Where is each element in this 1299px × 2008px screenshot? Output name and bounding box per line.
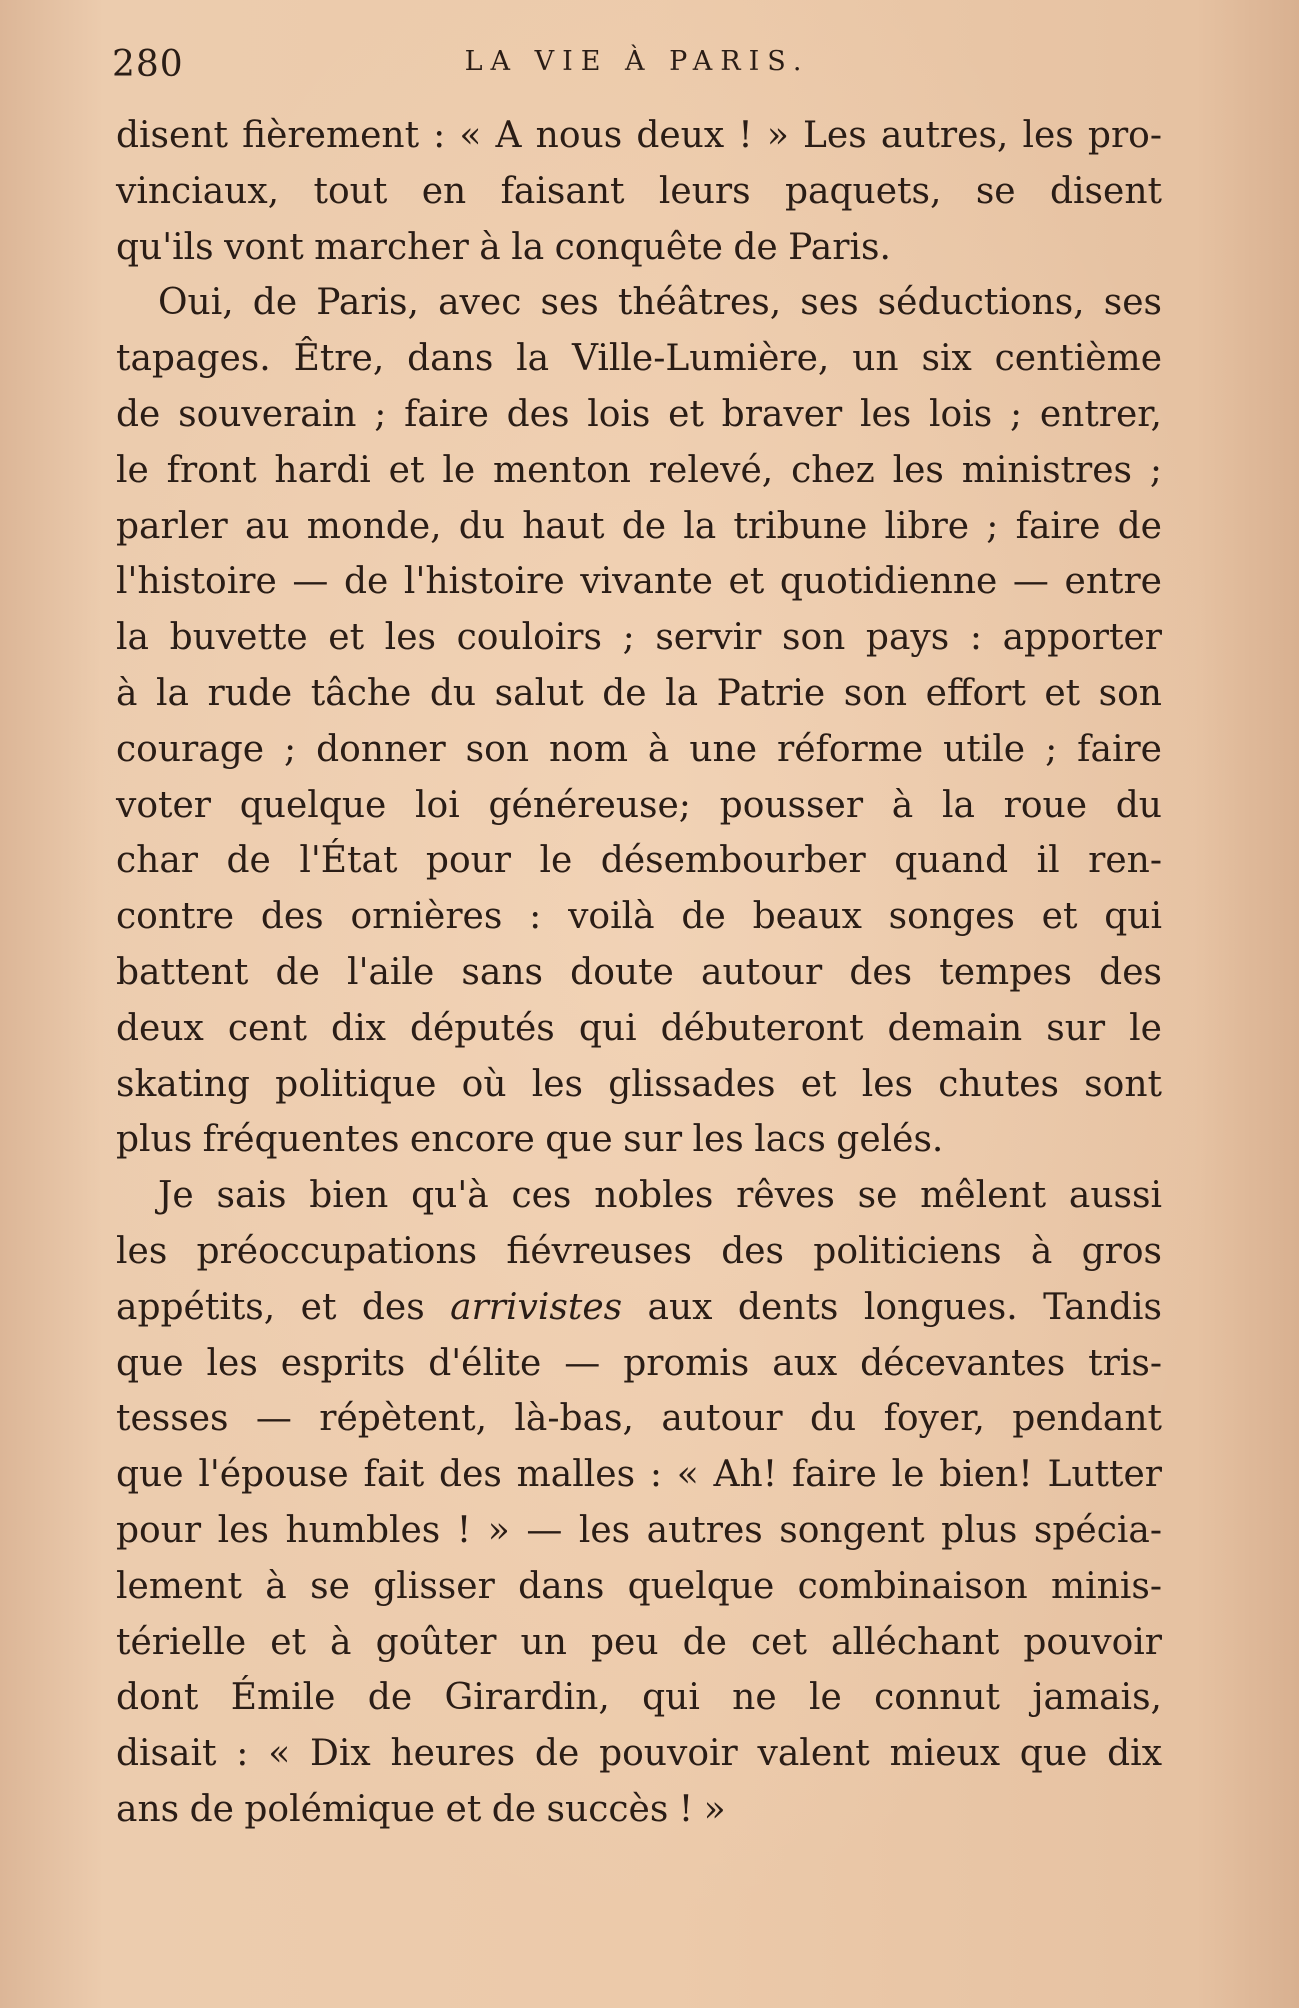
text-line: disait : « Dix heures de pouvoir valent mieux que dix bbox=[116, 1733, 1162, 1775]
page-number: 280 bbox=[112, 44, 184, 85]
text-segment: aux dents longues. Tandis bbox=[622, 1286, 1162, 1328]
page-header bbox=[112, 38, 1162, 88]
text-line-with-italic bbox=[116, 1280, 1162, 1336]
text-line: dont Émile de Girardin, qui ne le connut jamais, bbox=[116, 1677, 1162, 1719]
text-line: que l'épouse fait des malles : « Ah! faire le bien! Lutter bbox=[116, 1454, 1162, 1496]
text-line: tapages. Être, dans la Ville-Lumière, un six centième bbox=[116, 338, 1162, 380]
text-line: que les esprits d'élite — promis aux décevantes tris- bbox=[116, 1342, 1162, 1384]
text-line: qu'ils vont marcher à la conquête de Paris. bbox=[116, 226, 891, 268]
text-line: char de l'État pour le désembourber quand il ren- bbox=[116, 840, 1162, 882]
text-line: les préoccupations fiévreuses des politiciens à gros bbox=[116, 1230, 1162, 1272]
text-line: tesses — répètent, là-bas, autour du foyer, pendant bbox=[116, 1398, 1162, 1440]
text-line: voter quelque loi généreuse; pousser à la roue du bbox=[116, 784, 1162, 826]
italic-word: arrivistes bbox=[450, 1286, 623, 1328]
text-line: contre des ornières : voilà de beaux songes et qui bbox=[116, 896, 1162, 938]
text-line: Oui, de Paris, avec ses théâtres, ses séductions, ses bbox=[158, 282, 1162, 324]
text-line: ans de polémique et de succès ! » bbox=[116, 1788, 726, 1830]
text-line: parler au monde, du haut de la tribune libre ; faire de bbox=[116, 505, 1162, 547]
text-line: disent fièrement : « A nous deux ! » Les autres, les pro- bbox=[116, 115, 1162, 156]
text-line: de souverain ; faire des lois et braver les lois ; entrer, bbox=[116, 393, 1162, 435]
text-line: le front hardi et le menton relevé, chez les ministres ; bbox=[116, 449, 1162, 491]
text-line: pour les humbles ! » — les autres songent plus spécia- bbox=[116, 1509, 1162, 1551]
text-line: à la rude tâche du salut de la Patrie son effort et son bbox=[116, 672, 1162, 714]
body-text bbox=[116, 108, 1162, 1838]
text-line: courage ; donner son nom à une réforme utile ; faire bbox=[116, 728, 1162, 770]
text-line: l'histoire — de l'histoire vivante et quotidienne — entre bbox=[116, 561, 1162, 603]
text-line: térielle et à goûter un peu de cet alléchant pouvoir bbox=[116, 1621, 1162, 1663]
text-line: la buvette et les couloirs ; servir son pays : apporter bbox=[116, 617, 1162, 659]
running-head: LA VIE À PARIS. bbox=[464, 46, 810, 77]
text-segment: appétits, et des bbox=[116, 1286, 451, 1328]
text-line: Je sais bien qu'à ces nobles rêves se mêlent aussi bbox=[158, 1175, 1162, 1217]
text-line: plus fréquentes encore que sur les lacs gelés. bbox=[116, 1119, 944, 1161]
text-line: battent de l'aile sans doute autour des tempes des bbox=[116, 951, 1162, 993]
text-line: vinciaux, tout en faisant leurs paquets, se disent bbox=[116, 170, 1162, 212]
text-line: skating politique où les glissades et les chutes sont bbox=[116, 1063, 1162, 1105]
text-line: deux cent dix députés qui débuteront demain sur le bbox=[116, 1007, 1162, 1049]
text-line: lement à se glisser dans quelque combinaison minis- bbox=[116, 1565, 1162, 1607]
